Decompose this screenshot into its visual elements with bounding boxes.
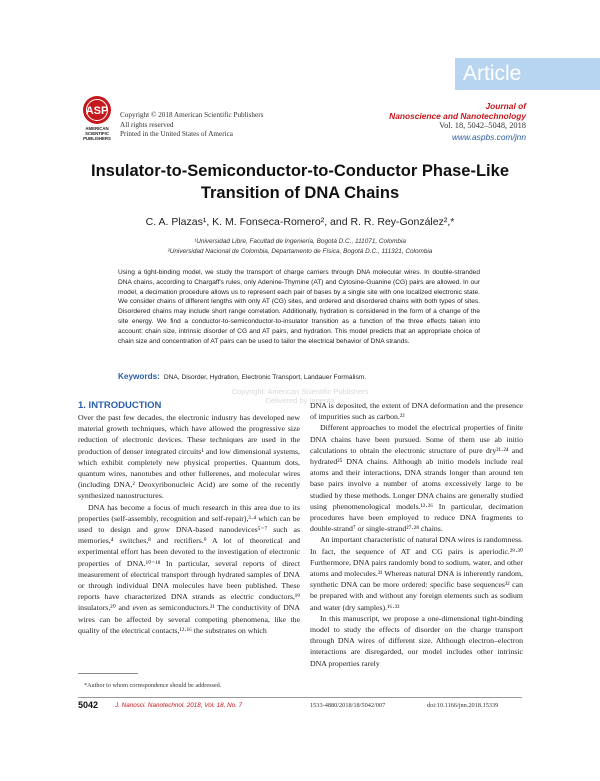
issn-code: 1533-4880/2018/18/5042/007 [310,702,386,709]
watermark-line-1: Copyright: American Scientific Publishers [231,387,369,396]
affiliation-2: ²Universidad Nacional de Colombia, Departamento de Física, Bogotá D.C., 111321, Colombia [167,248,433,255]
paragraph: In this manuscript, we propose a one-dimensional tight-binding model to study the effects of disorder on the charge transport through DNA wires of different size. Although electron–electron interactions are disregarded, our model includes other intrinsic DNA properties rarely [310,613,523,668]
doi-link[interactable]: doi:10.1166/jnn.2018.15339 [427,702,499,709]
logo-caption-1: AMERICAN [85,126,109,131]
journal-name-line1: Journal of [485,101,526,111]
title-line-2: Transition of DNA Chains [200,184,400,202]
journal-info [389,101,526,142]
volume-info: Vol. 18, 5042–5048, 2018 [439,121,526,131]
keywords [118,372,480,381]
paragraph: DNA is deposited, the extent of DNA deformation and the presence of impurities such as carbon.²² [310,401,523,422]
logo-caption-3: PUBLISHERS [83,136,111,141]
watermark-line-2: Delivered by Ingenta [265,396,335,405]
author-list: C. A. Plazas¹, K. M. Fonseca-Romero², and R. R. Rey-González²,* [145,216,455,228]
copyright-line: Copyright © 2018 American Scientific Publishers [120,111,264,119]
left-column [78,412,300,636]
asp-publisher-logo [77,95,117,141]
paragraph: DNA has become a focus of much research in this area due to its properties (self-assembly, recognition and self-repair),³·⁴ which can be used to design and grow DNA-based nanodevices⁵⁻⁷ such as memories,⁴ switches,⁸ and rectifiers.⁹ A lot of theoretical and experimental effort has been devoted to the investigation of electronic properties of DNA.¹⁰⁻¹⁸ In particular, several reports of direct measurement of electrical transport through hydrated samples of DNA or through individual DNA molecules have been published. These reports have characterized DNA strands as electric conductors,¹⁹ insulators,²⁰ and even as semiconductors.²¹ The conductivity of DNA wires can be affected by several competing phenomena, like the quality of the electrical contacts,¹²·¹⁶ the substrates on which [78,502,300,635]
affiliation-1: ¹Universidad Libre, Facultad de Ingeniería, Bogotá D.C., 111071, Colombia [194,238,406,245]
rights-line: All rights reserved [120,120,174,129]
page-number: 5042 [78,700,99,710]
keywords-label: Keywords: [118,372,160,381]
corresponding-author-footnote: *Author to whom correspondence should be addressed. [84,682,222,689]
logo-caption-2: SCIENTIFIC [85,131,109,136]
paragraph: An important characteristic of natural DNA wires is randomness. In fact, the sequence of AT and CG pairs is aperiodic.²⁹·³⁰ Furthermore, DNA pairs randomly bond to sodium, water, and other atoms and molecules.³¹ Whereas natural DNA is inherently random, synthetic DNA can be more ordered: specific base sequences³² can be prepared with and without any foreign elements such as sodium and water (dry samples).¹⁶·³³ [310,535,523,612]
journal-name-line2: Nanoscience and Nanotechnology [389,111,526,122]
paper-title [0,160,600,204]
article-type-label: Article [463,62,522,85]
footer-divider [78,697,522,698]
copyright-block [120,111,263,140]
journal-website-link[interactable]: www.aspbs.com/jnn [451,131,526,142]
title-line-1: Insulator-to-Semiconductor-to-Conductor Phase-Like [90,162,509,180]
journal-citation: J. Nanosci. Nanotechnol. 2018, Vol. 18, No. 7 [115,702,243,709]
paragraph: Different approaches to model the electrical properties of finite DNA chains have been pursued. Some of them use ab initio calculations to obtain the electronic structure of pure dry²¹·²⁴ and hydrated²⁵ DNA chains. Although ab initio models include real atoms and their interactions, DNA strands longer than around ten base pairs involve a number of atoms excessively large to be studied by these methods. Longer DNA chains are generally studied using phenomenological models.¹²·²⁶ In particular, decimation procedures have been employed to reduce DNA fragments to double-strand⁷ or single-strand²⁷·²⁸ chains. [310,423,523,534]
affiliations [0,237,600,257]
footnote-divider [78,673,138,674]
printed-line: Printed in the United States of America [120,130,233,139]
right-column [310,400,523,669]
keywords-list: DNA, Disorder, Hydration, Electronic Transport, Landauer Formalism. [163,374,367,381]
abstract: Using a tight-binding model, we study the transport of charge carriers through DNA molecular wires. In double-stranded DNA chains, according to Chargaff's rules, only Adenine-Thymine (AT) and Cytosine-Guanine (CG) pairs are allowed. In our model, a decimation procedure allows us to represent each pair of bases by a single site with one localized electronic state. We consider chains of different lengths with only AT (CG) sites, and ordered and disordered chains with both types of sites. Disordered chains may include short range correlation. Additionally, hydration is considered in the form of a change of the site energy. We find a conductor-to-semiconductor-to-insulator transition as a function of the three effects taken into account: chain size, intrinsic disorder of CG and AT pairs, and hydration. This model predicts that an appropriate choice of chain size and concentration of AT pairs can be used to tailor the electrical behavior of DNA strands. [118,269,480,345]
logo-text: ASP [85,105,109,117]
section-heading-introduction: 1. INTRODUCTION [78,400,162,411]
paragraph: Over the past few decades, the electronic industry has developed new material growth techniques, which have allowed the progressive size reduction of electronic devices. These techniques are used in the production of denser integrated circuits¹ and low dimensional systems, which exhibit completely new physical properties. Quantum dots, quantum wires, nanotubes and other fullerenes, and molecular wires (including DNA,² Deoxyribonucleic Acid) are some of the recently synthesized nanostructures. [78,413,300,501]
